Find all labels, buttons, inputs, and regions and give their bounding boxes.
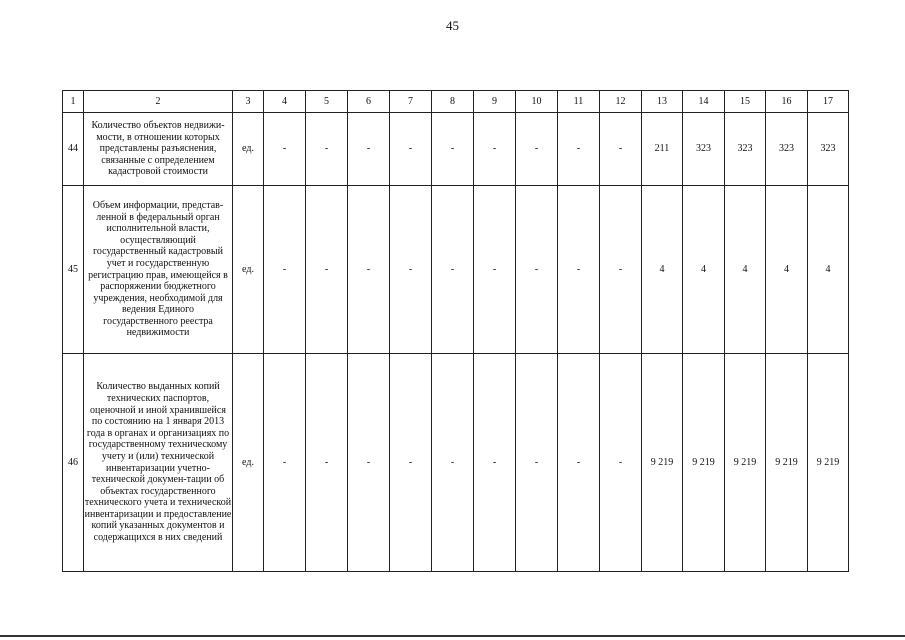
indicator-table [62, 90, 849, 572]
header-cell: 3 [233, 91, 264, 113]
indicator-name: Количество выданных копий технических паспортов, оценочной и иной хранившейся по состоянию на 1 января 2013 года в органах и организациях по государственному техническому учету и (или) технической инвентаризации учетно-технической докумен-тации об объектах государственного технического учета и технической инвентаризации и предоставление копий указанных документов и содержащихся в них сведений [84, 354, 233, 572]
value-cell: - [264, 354, 306, 572]
table-row [63, 354, 849, 572]
value-cell: - [390, 186, 432, 354]
value-cell: 9 219 [683, 354, 725, 572]
value-cell: 9 219 [808, 354, 849, 572]
value-cell: - [474, 186, 516, 354]
value-cell: 9 219 [642, 354, 683, 572]
header-cell: 4 [264, 91, 306, 113]
value-cell: 4 [766, 186, 808, 354]
value-cell: - [390, 113, 432, 186]
value-cell: - [474, 354, 516, 572]
value-cell: 4 [725, 186, 766, 354]
table-row [63, 186, 849, 354]
indicator-name: Объем информации, представ-ленной в федеральный орган исполнительной власти, осуществляющий государственный кадастровый учет и государственную регистрацию прав, имеющейся в распоряжении бюджетного учреждения, необходимой для ведения Единого государственного реестра недвижимости [84, 186, 233, 354]
header-cell: 11 [558, 91, 600, 113]
value-cell: - [264, 113, 306, 186]
value-cell: 9 219 [725, 354, 766, 572]
value-cell: 323 [808, 113, 849, 186]
header-cell: 8 [432, 91, 474, 113]
unit-cell: ед. [233, 113, 264, 186]
value-cell: 9 219 [766, 354, 808, 572]
value-cell: - [516, 186, 558, 354]
value-cell: - [306, 354, 348, 572]
header-cell: 12 [600, 91, 642, 113]
value-cell: 323 [766, 113, 808, 186]
header-cell: 2 [84, 91, 233, 113]
indicator-name: Количество объектов недвижи-мости, в отношении которых представлены разъяснения, связанные с определением кадастровой стоимости [84, 113, 233, 186]
value-cell: - [348, 354, 390, 572]
page-number: 45 [446, 18, 459, 33]
value-cell: - [600, 113, 642, 186]
value-cell: - [348, 186, 390, 354]
header-cell: 15 [725, 91, 766, 113]
value-cell: 323 [725, 113, 766, 186]
value-cell: 211 [642, 113, 683, 186]
header-cell: 10 [516, 91, 558, 113]
header-cell: 7 [390, 91, 432, 113]
value-cell: - [558, 354, 600, 572]
value-cell: - [474, 113, 516, 186]
value-cell: - [516, 354, 558, 572]
value-cell: - [432, 186, 474, 354]
header-cell: 1 [63, 91, 84, 113]
header-cell: 13 [642, 91, 683, 113]
value-cell: - [432, 113, 474, 186]
value-cell: - [600, 354, 642, 572]
value-cell: - [432, 354, 474, 572]
header-row [63, 91, 849, 113]
header-cell: 6 [348, 91, 390, 113]
value-cell: - [390, 354, 432, 572]
unit-cell: ед. [233, 354, 264, 572]
value-cell: - [306, 186, 348, 354]
value-cell: - [558, 186, 600, 354]
header-cell: 16 [766, 91, 808, 113]
table-row [63, 113, 849, 186]
value-cell: - [264, 186, 306, 354]
header-cell: 17 [808, 91, 849, 113]
unit-cell: ед. [233, 186, 264, 354]
header-cell: 5 [306, 91, 348, 113]
value-cell: 4 [642, 186, 683, 354]
value-cell: - [600, 186, 642, 354]
row-number: 46 [63, 354, 84, 572]
value-cell: 4 [808, 186, 849, 354]
header-cell: 14 [683, 91, 725, 113]
row-number: 45 [63, 186, 84, 354]
value-cell: - [348, 113, 390, 186]
value-cell: - [306, 113, 348, 186]
row-number: 44 [63, 113, 84, 186]
value-cell: 4 [683, 186, 725, 354]
header-cell: 9 [474, 91, 516, 113]
value-cell: - [516, 113, 558, 186]
value-cell: 323 [683, 113, 725, 186]
bottom-border-line [0, 635, 905, 637]
value-cell: - [558, 113, 600, 186]
